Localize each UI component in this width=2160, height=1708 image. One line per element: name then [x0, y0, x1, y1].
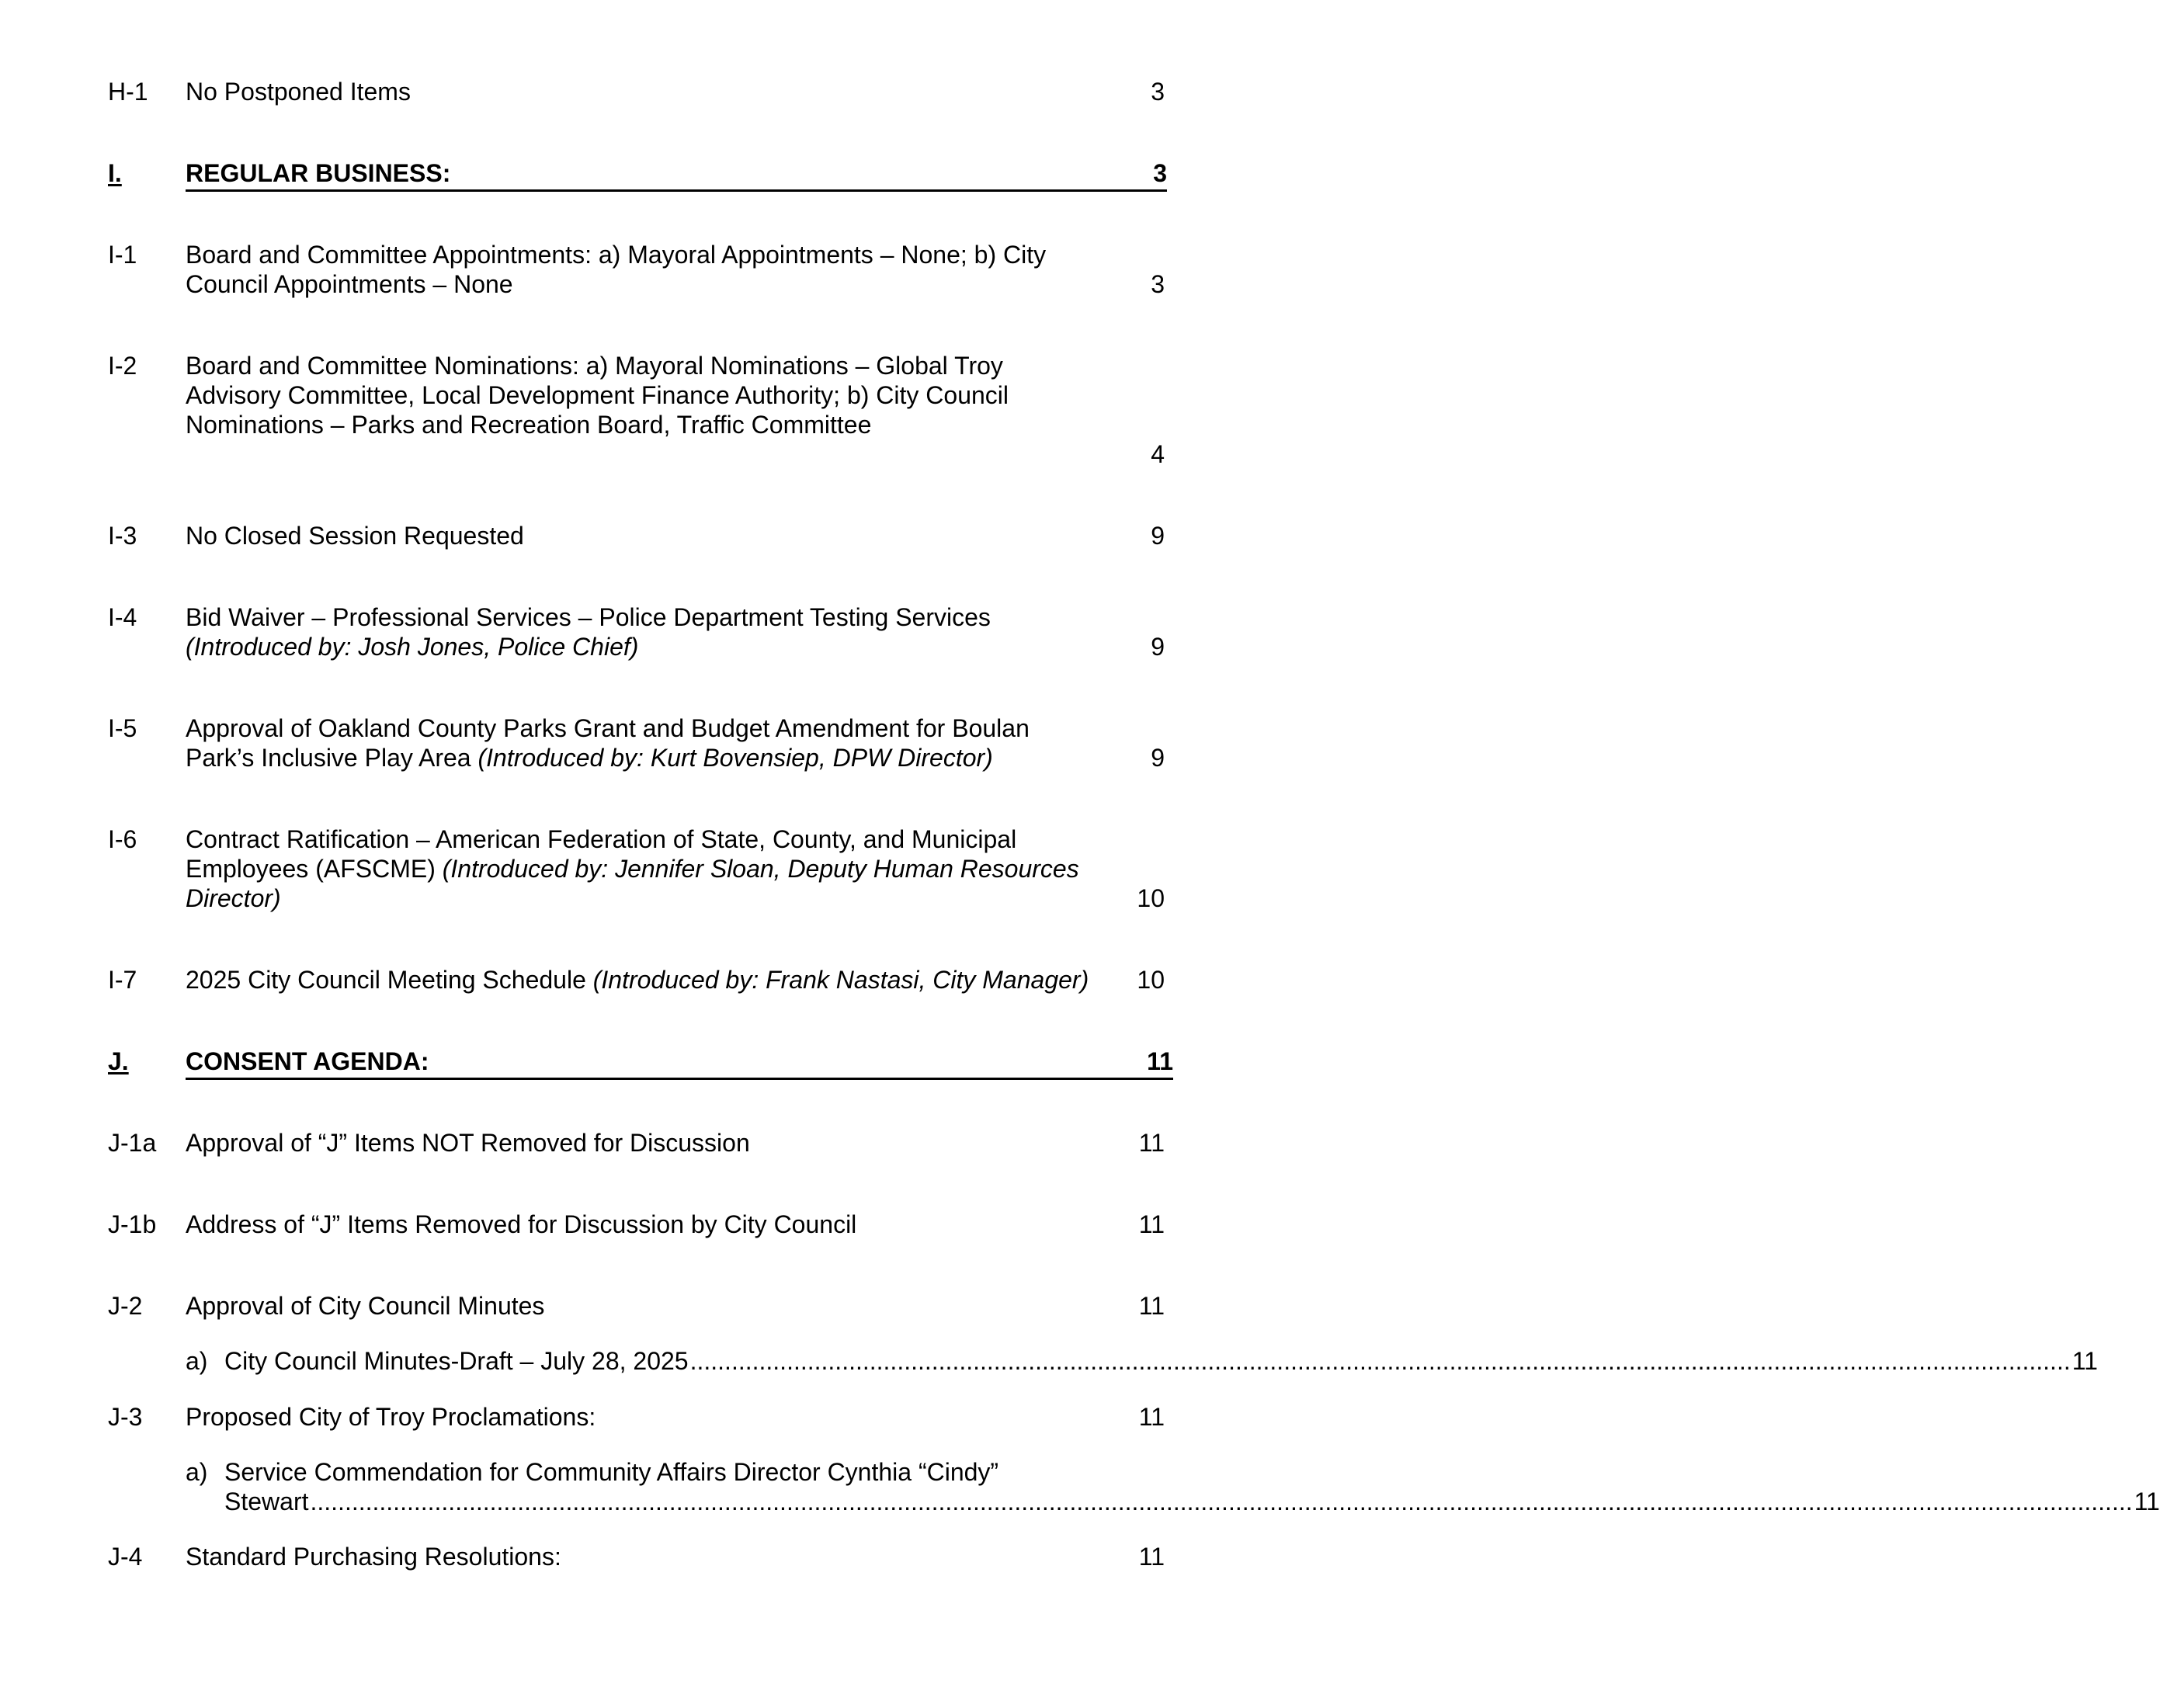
item-code: I-1 [108, 241, 137, 269]
subitem-title-line: Stewart [224, 1488, 309, 1515]
subitem-label: a) [186, 1458, 208, 1486]
item-title: Address of “J” Items Removed for Discussion by City Council [186, 1210, 857, 1238]
subitem-label: a) [186, 1347, 208, 1375]
item-page: 3 [1151, 78, 1165, 106]
item-title-line: Nominations – Parks and Recreation Board, Traffic Committee [186, 411, 872, 439]
item-page: 9 [1151, 522, 1165, 550]
item-page: 11 [1138, 1210, 1165, 1238]
item-title-line: Employees (AFSCME) [186, 855, 443, 883]
item-title-line: Board and Committee Nominations: a) Mayoral Nominations – Global Troy [186, 352, 1003, 380]
item-introducer: Director) [186, 884, 281, 912]
item-page: 11 [1138, 1129, 1165, 1157]
item-title: No Closed Session Requested [186, 522, 524, 550]
item-title: Proposed City of Troy Proclamations: [186, 1403, 596, 1431]
subitem-title: City Council Minutes-Draft – July 28, 2025 [224, 1347, 689, 1375]
subitem-title-line: Service Commendation for Community Affairs Director Cynthia “Cindy” [224, 1458, 999, 1486]
item-introducer: (Introduced by: Frank Nastasi, City Manager) [592, 966, 1089, 994]
item-title: Approval of City Council Minutes [186, 1292, 545, 1320]
section-code: I. [108, 159, 122, 187]
item-introducer: (Introduced by: Kurt Bovensiep, DPW Director) [477, 744, 993, 772]
item-page: 11 [1138, 1543, 1165, 1571]
section-code: J. [108, 1047, 129, 1075]
item-code: I-4 [108, 603, 137, 631]
item-code: I-2 [108, 352, 137, 380]
item-page: 9 [1151, 744, 1165, 772]
section-page: 11 [1147, 1047, 1173, 1075]
subitem-page: 11 [2071, 1347, 2098, 1375]
item-code: J-4 [108, 1543, 143, 1571]
item-page: 11 [1138, 1292, 1165, 1320]
section-page: 3 [1153, 159, 1167, 187]
section-title: CONSENT AGENDA: [186, 1047, 429, 1075]
item-title: Bid Waiver – Professional Services – Police Department Testing Services [186, 603, 991, 631]
item-page: 4 [1151, 440, 1165, 468]
section-title: REGULAR BUSINESS: [186, 159, 451, 187]
subitem-page: 11 [2134, 1488, 2160, 1515]
item-introducer: (Introduced by: Josh Jones, Police Chief) [186, 633, 639, 661]
item-code: I-3 [108, 522, 137, 550]
item-code: J-1b [108, 1210, 157, 1238]
item-title-line-wrap [186, 965, 1148, 995]
item-introducer: (Introduced by: Jennifer Sloan, Deputy Human Resources [442, 855, 1079, 883]
item-title: Standard Purchasing Resolutions: [186, 1543, 561, 1571]
dot-leader: ........................................................................................................................................................................................................ [689, 1347, 2071, 1375]
section-heading-rule [186, 1047, 1173, 1080]
item-title-line: Advisory Committee, Local Development Finance Authority; b) City Council [186, 381, 1009, 409]
item-code: H-1 [108, 78, 148, 106]
item-title-line: Contract Ratification – American Federation of State, County, and Municipal [186, 825, 1017, 853]
item-title: 2025 City Council Meeting Schedule [186, 966, 593, 994]
item-title-line: Approval of Oakland County Parks Grant and Budget Amendment for Boulan [186, 714, 1030, 742]
item-page: 9 [1151, 633, 1165, 661]
item-page: 10 [1137, 884, 1165, 912]
dot-leader: ........................................................................................................................................................................................................................................................................ [310, 1488, 2133, 1515]
section-heading-rule [186, 158, 1167, 192]
item-title-line: Council Appointments – None [186, 270, 513, 298]
item-title-line: Park’s Inclusive Play Area [186, 744, 478, 772]
item-title-line: Board and Committee Appointments: a) Mayoral Appointments – None; b) City [186, 241, 1047, 269]
item-title: Approval of “J” Items NOT Removed for Discussion [186, 1129, 750, 1157]
item-code: I-7 [108, 966, 137, 994]
item-code: J-2 [108, 1292, 143, 1320]
item-title: No Postponed Items [186, 78, 411, 106]
item-page: 11 [1138, 1403, 1165, 1431]
item-code: I-6 [108, 825, 137, 853]
item-page: 10 [1137, 966, 1165, 994]
item-title-line-wrap [186, 743, 1117, 772]
item-code: J-3 [108, 1403, 143, 1431]
item-page: 3 [1151, 270, 1165, 298]
item-title-line-wrap [186, 854, 1195, 884]
item-code: J-1a [108, 1129, 157, 1157]
item-code: I-5 [108, 714, 137, 742]
